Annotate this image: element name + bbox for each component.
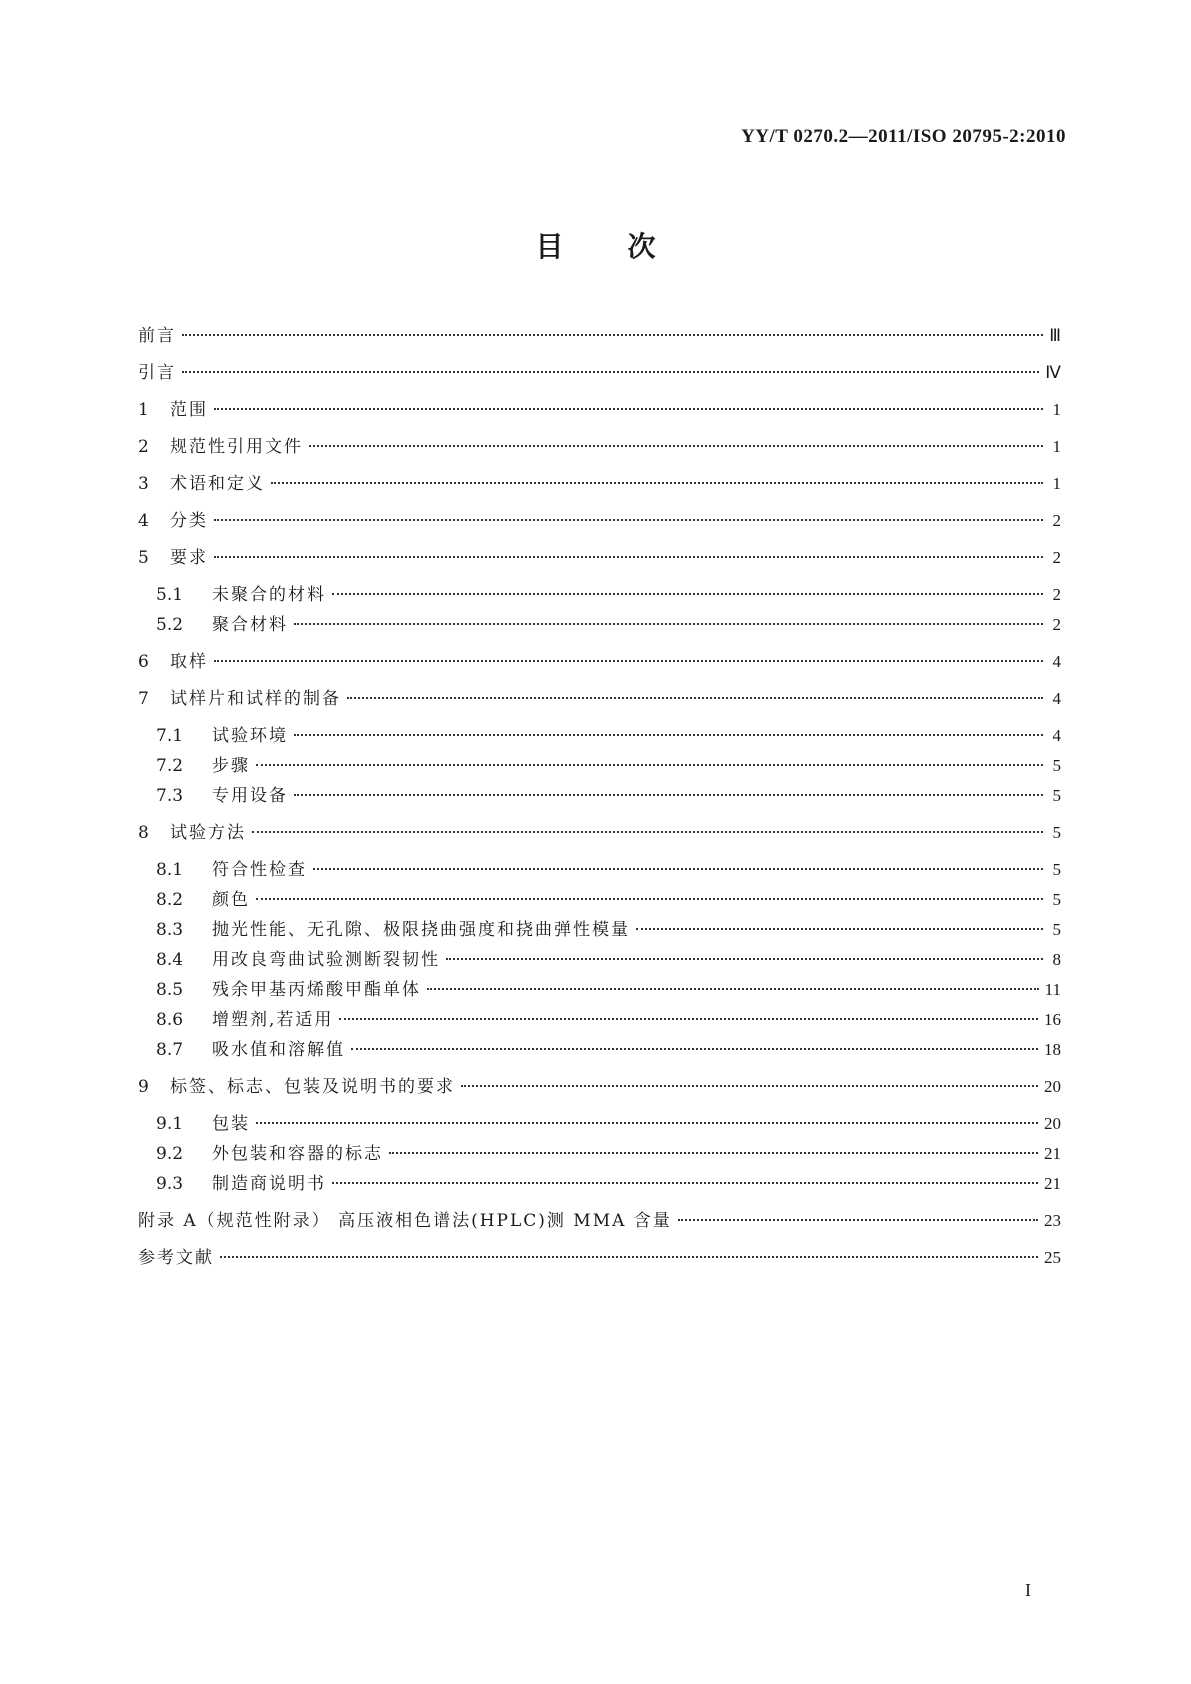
- dot-leader: [332, 593, 1043, 595]
- toc-entry-label: 吸水值和溶解值: [212, 1040, 345, 1060]
- toc-entry-page: 25: [1044, 1248, 1061, 1267]
- toc-entry-label: 试验环境: [212, 726, 288, 746]
- toc-entry[interactable]: [138, 919, 1061, 941]
- dot-leader: [294, 794, 1043, 796]
- toc-entry[interactable]: [138, 1113, 1061, 1135]
- toc-entry-number: 9: [138, 1077, 149, 1097]
- dot-leader: [182, 334, 1043, 336]
- dot-leader: [461, 1085, 1038, 1087]
- toc-entry-page: 5: [1052, 756, 1061, 775]
- dot-leader: [427, 988, 1039, 990]
- toc-entry-page: 18: [1044, 1040, 1061, 1059]
- toc-entry[interactable]: [138, 473, 1061, 495]
- toc-entry-page: 5: [1052, 860, 1061, 879]
- toc-entry-page: 1: [1052, 437, 1061, 456]
- toc-entry-label: 外包装和容器的标志: [212, 1144, 383, 1164]
- toc-entry-label: 抛光性能、无孔隙、极限挠曲强度和挠曲弹性模量: [212, 920, 630, 940]
- toc-entry-page: 5: [1052, 920, 1061, 939]
- toc-entry-number: 7.2: [156, 756, 184, 776]
- toc-entry[interactable]: [138, 436, 1061, 458]
- toc-entry[interactable]: [138, 362, 1061, 384]
- toc-entry-number: 8.7: [156, 1040, 184, 1060]
- toc-entry[interactable]: [138, 325, 1061, 347]
- toc-entry[interactable]: [138, 510, 1061, 532]
- dot-leader: [309, 445, 1043, 447]
- toc-entry[interactable]: [138, 859, 1061, 881]
- toc-entry-label: 标签、标志、包装及说明书的要求: [170, 1077, 455, 1097]
- toc-entry-label: 专用设备: [212, 786, 288, 806]
- toc-entry-number: 8.6: [156, 1010, 184, 1030]
- toc-entry-page: 21: [1044, 1174, 1061, 1193]
- dot-leader: [446, 958, 1043, 960]
- toc-entry-label: 未聚合的材料: [212, 585, 326, 605]
- dot-leader: [389, 1152, 1038, 1154]
- dot-leader: [332, 1182, 1038, 1184]
- toc-entry[interactable]: [138, 584, 1061, 606]
- toc-entry-number: 2: [138, 437, 149, 457]
- dot-leader: [214, 660, 1043, 662]
- standard-code: YY/T 0270.2—2011/ISO 20795-2:2010: [741, 126, 1066, 147]
- toc-entry-page: 21: [1044, 1144, 1061, 1163]
- dot-leader: [256, 1122, 1038, 1124]
- toc-entry-number: 7: [138, 689, 149, 709]
- toc-entry-page: 5: [1052, 786, 1061, 805]
- toc-entry-label: 包装: [212, 1114, 250, 1134]
- toc-entry-page: 16: [1044, 1010, 1061, 1029]
- dot-leader: [252, 831, 1043, 833]
- toc-entry-page: 23: [1044, 1211, 1061, 1230]
- toc-entry-number: 3: [138, 474, 149, 494]
- toc-entry[interactable]: [138, 688, 1061, 710]
- dot-leader: [214, 408, 1043, 410]
- toc-entry-number: 5.2: [156, 615, 184, 635]
- dot-leader: [313, 868, 1043, 870]
- toc-entry-label: 范围: [170, 400, 208, 420]
- toc-entry[interactable]: [138, 1173, 1061, 1195]
- toc-entry[interactable]: [138, 1009, 1061, 1031]
- toc-entry-page: 2: [1052, 548, 1061, 567]
- page-title: 目次: [535, 230, 720, 263]
- dot-leader: [347, 697, 1043, 699]
- toc-entry[interactable]: [138, 651, 1061, 673]
- dot-leader: [256, 898, 1043, 900]
- toc-entry[interactable]: [138, 889, 1061, 911]
- toc-entry-label: 引言: [138, 363, 176, 383]
- toc-entry[interactable]: [138, 1039, 1061, 1061]
- dot-leader: [636, 928, 1043, 930]
- toc-entry-page: 1: [1052, 474, 1061, 493]
- toc-entry-label: 分类: [170, 511, 208, 531]
- toc-entry-page: 2: [1052, 511, 1061, 530]
- toc-entry-label: 步骤: [212, 756, 250, 776]
- toc-entry-label: 聚合材料: [212, 615, 288, 635]
- toc-entry-page: 11: [1044, 980, 1061, 999]
- toc-entry-page: 4: [1052, 726, 1061, 745]
- toc-entry[interactable]: [138, 822, 1061, 844]
- dot-leader: [294, 623, 1043, 625]
- toc-entry-label: 符合性检查: [212, 860, 307, 880]
- toc-entry-label: 要求: [170, 548, 208, 568]
- toc-entry[interactable]: [138, 399, 1061, 421]
- toc-entry-label: 规范性引用文件: [170, 437, 303, 457]
- toc-entry-label: 附录 A（规范性附录） 高压液相色谱法(HPLC)测 MMA 含量: [138, 1211, 672, 1231]
- toc-entry-page: 20: [1044, 1114, 1061, 1133]
- toc-entry-page: 5: [1052, 823, 1061, 842]
- toc-entry-label: 制造商说明书: [212, 1174, 326, 1194]
- dot-leader: [220, 1256, 1038, 1258]
- toc-entry-number: 8.2: [156, 890, 184, 910]
- toc-entry-number: 9.1: [156, 1114, 184, 1134]
- toc-entry-page: Ⅲ: [1049, 326, 1061, 345]
- toc-entry-page: 2: [1052, 585, 1061, 604]
- toc-entry-number: 8: [138, 823, 149, 843]
- table-of-contents: [138, 325, 1061, 1284]
- toc-entry-label: 试验方法: [170, 823, 246, 843]
- toc-entry-label: 增塑剂,若适用: [212, 1010, 334, 1030]
- toc-entry-number: 9.3: [156, 1174, 184, 1194]
- toc-entry-page: 2: [1052, 615, 1061, 634]
- toc-entry[interactable]: [138, 1210, 1061, 1232]
- toc-entry-number: 7.3: [156, 786, 184, 806]
- toc-entry-label: 前言: [138, 326, 176, 346]
- dot-leader: [294, 734, 1043, 736]
- toc-entry-number: 5: [138, 548, 149, 568]
- toc-entry-page: 20: [1044, 1077, 1061, 1096]
- toc-entry-number: 9.2: [156, 1144, 184, 1164]
- toc-entry-page: 1: [1052, 400, 1061, 419]
- toc-entry-page: 4: [1052, 689, 1061, 708]
- toc-entry[interactable]: [138, 979, 1061, 1001]
- toc-entry[interactable]: [138, 725, 1061, 747]
- toc-entry[interactable]: [138, 1143, 1061, 1165]
- toc-entry-label: 术语和定义: [170, 474, 265, 494]
- toc-entry-number: 5.1: [156, 585, 184, 605]
- dot-leader: [351, 1048, 1038, 1050]
- toc-entry[interactable]: [138, 614, 1061, 636]
- toc-entry[interactable]: [138, 755, 1061, 777]
- toc-entry-label: 颜色: [212, 890, 250, 910]
- toc-entry-page: 8: [1052, 950, 1061, 969]
- toc-entry-page: 5: [1052, 890, 1061, 909]
- toc-entry[interactable]: [138, 1076, 1061, 1098]
- dot-leader: [339, 1018, 1038, 1020]
- toc-entry-number: 8.5: [156, 980, 184, 1000]
- toc-entry-page: 4: [1052, 652, 1061, 671]
- toc-entry[interactable]: [138, 785, 1061, 807]
- toc-entry-number: 4: [138, 511, 149, 531]
- dot-leader: [214, 556, 1043, 558]
- toc-entry-number: 8.4: [156, 950, 184, 970]
- dot-leader: [256, 764, 1043, 766]
- dot-leader: [678, 1219, 1038, 1221]
- toc-entry-label: 取样: [170, 652, 208, 672]
- toc-entry-label: 残余甲基丙烯酸甲酯单体: [212, 980, 421, 1000]
- toc-entry-label: 试样片和试样的制备: [170, 689, 341, 709]
- toc-entry-number: 8.1: [156, 860, 184, 880]
- dot-leader: [182, 371, 1039, 373]
- toc-entry-label: 用改良弯曲试验测断裂韧性: [212, 950, 440, 970]
- dot-leader: [214, 519, 1043, 521]
- page-number: I: [1025, 1580, 1031, 1600]
- toc-entry-number: 8.3: [156, 920, 184, 940]
- toc-entry[interactable]: [138, 1247, 1061, 1269]
- toc-entry-number: 7.1: [156, 726, 184, 746]
- toc-entry[interactable]: [138, 949, 1061, 971]
- toc-entry-label: 参考文献: [138, 1248, 214, 1268]
- toc-entry-page: Ⅳ: [1045, 363, 1061, 382]
- toc-entry[interactable]: [138, 547, 1061, 569]
- dot-leader: [271, 482, 1043, 484]
- toc-entry-number: 1: [138, 400, 149, 420]
- toc-entry-number: 6: [138, 652, 149, 672]
